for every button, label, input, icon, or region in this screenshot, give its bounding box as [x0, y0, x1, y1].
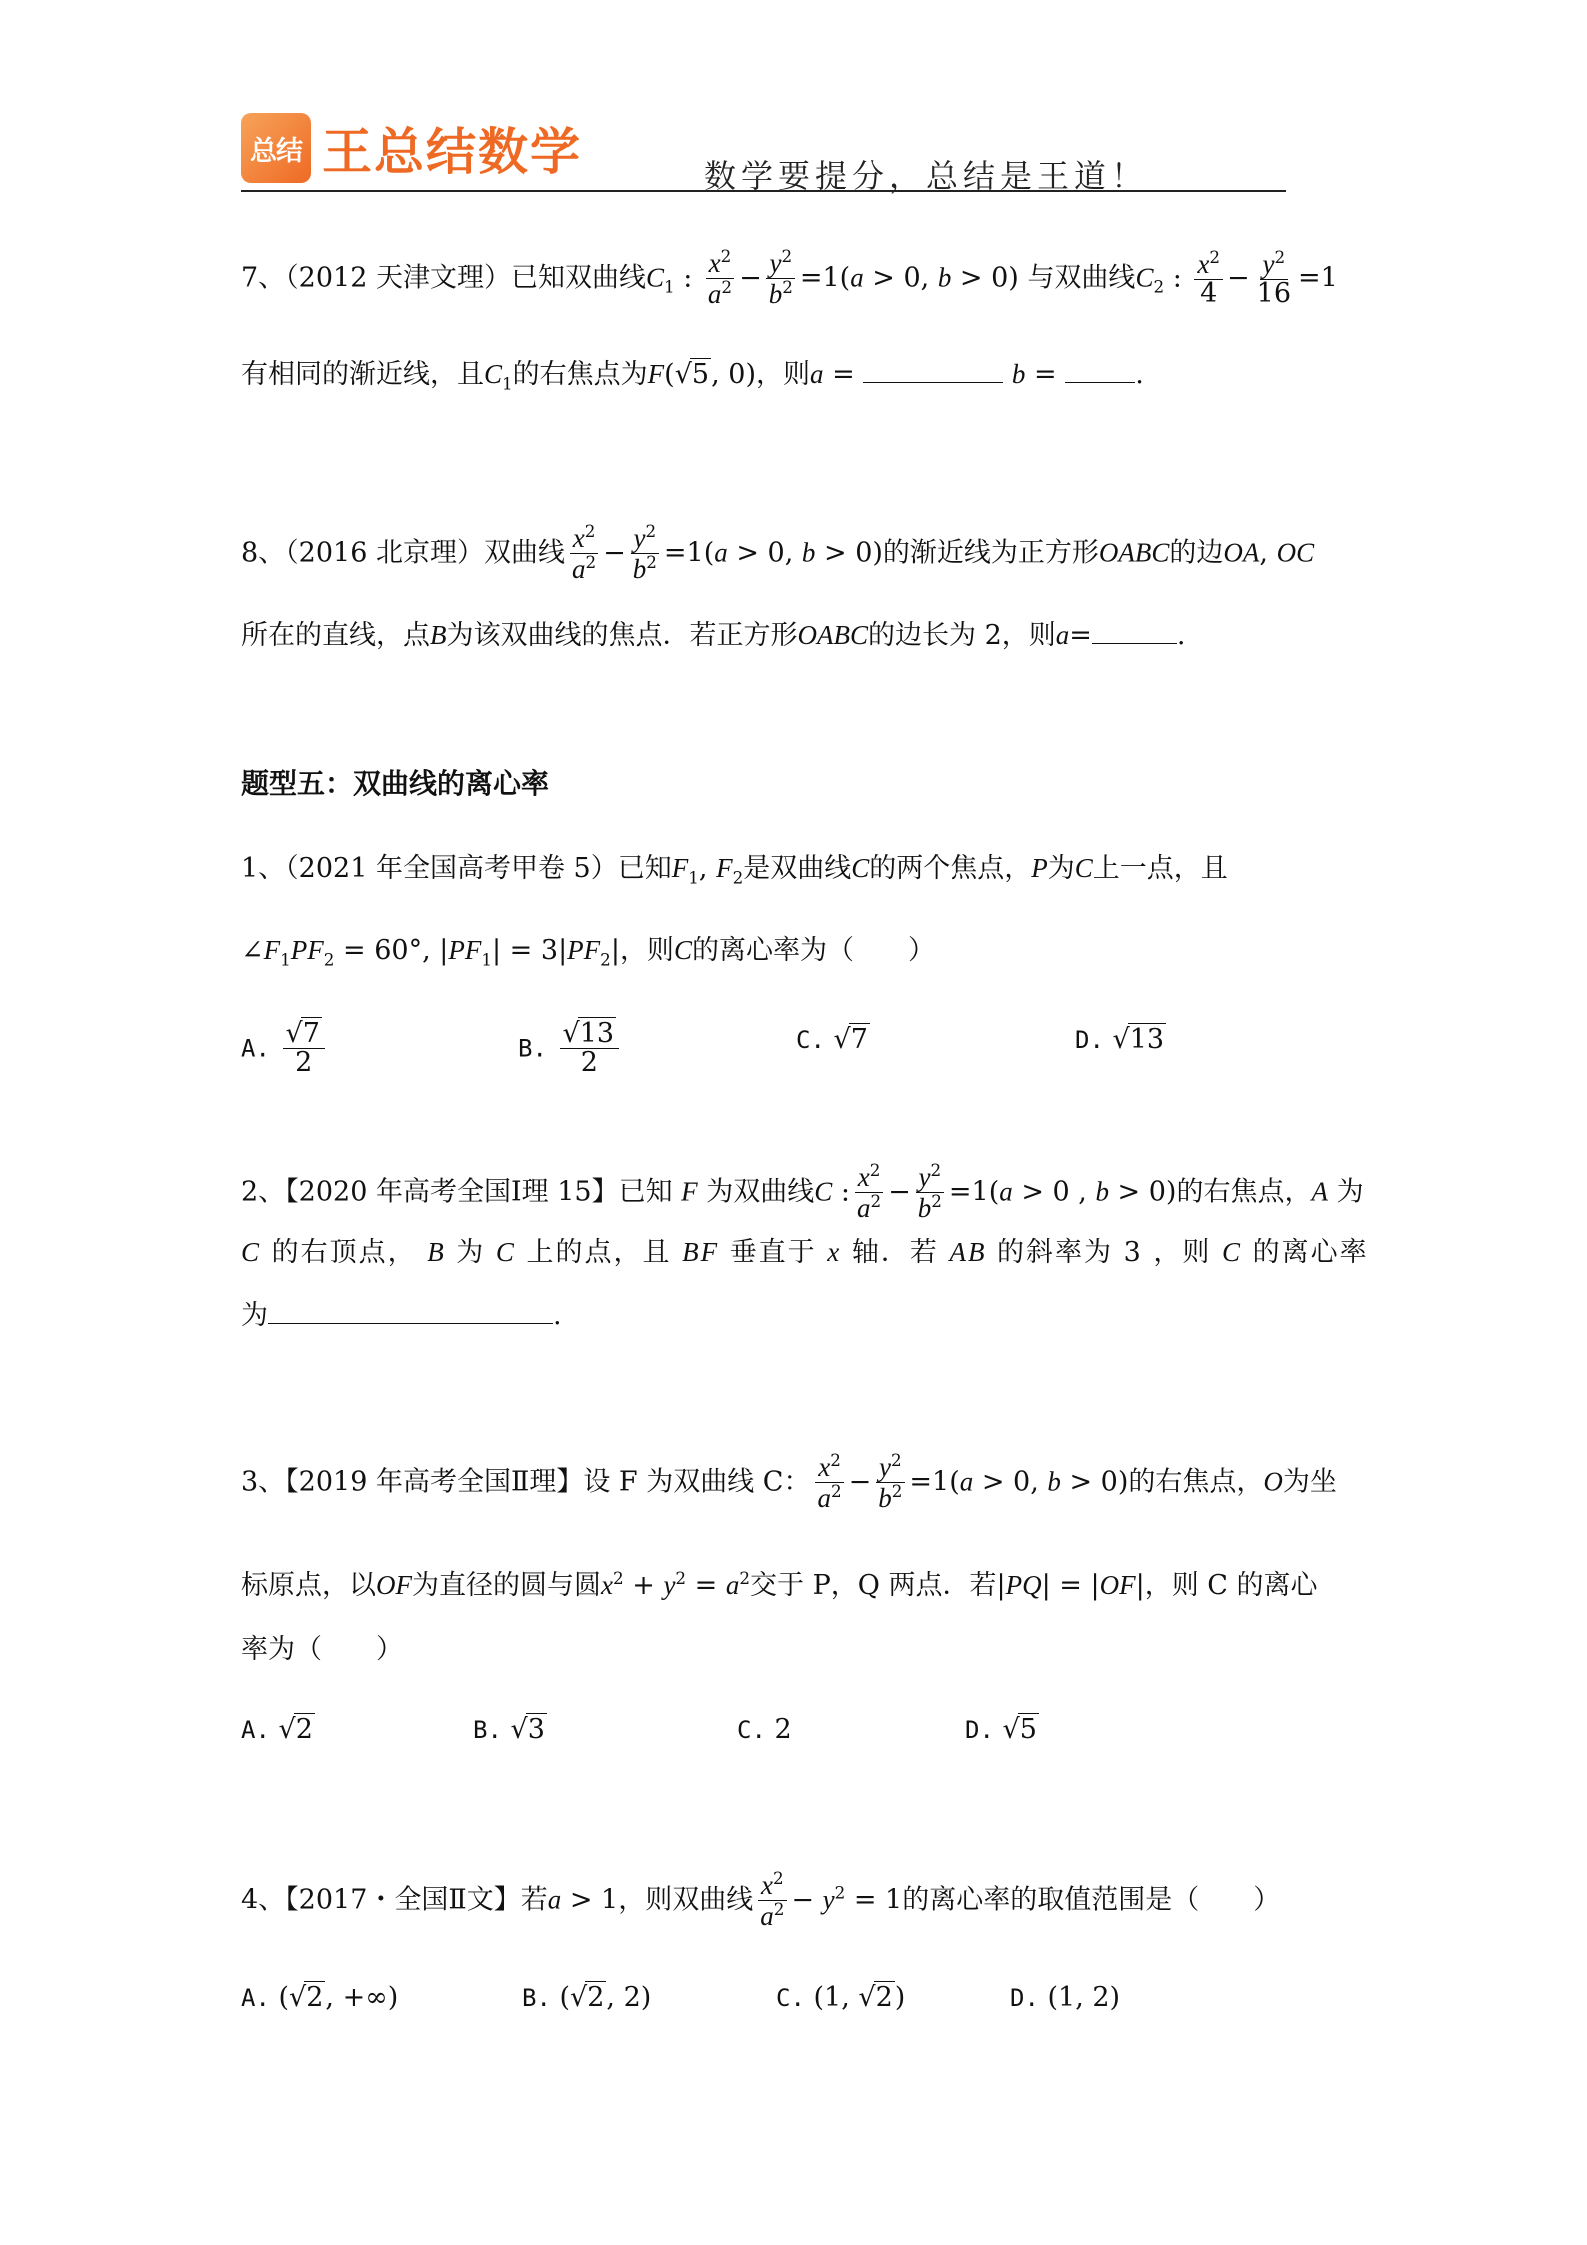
answer-blank[interactable]	[1092, 643, 1177, 644]
fraction: $\frac{x^2}{a^2}$	[705, 248, 735, 310]
option-d[interactable]: D. √5	[965, 1714, 1037, 1745]
option-a[interactable]: A. $\frac{√7}{2}$	[241, 1020, 329, 1078]
answer-blank[interactable]	[1065, 382, 1135, 383]
fraction: $\frac{y^2}{b^2}$	[630, 523, 660, 585]
option-b[interactable]: B. √3	[473, 1714, 545, 1745]
fraction: $\frac{√13}{2}$	[560, 1020, 620, 1078]
section-title: 题型五：双曲线的离心率	[241, 767, 550, 800]
fraction: $\frac{y^2}{b^2}$	[875, 1452, 905, 1514]
option-c[interactable]: C. 2	[737, 1714, 792, 1745]
q7-line1: 7、（2012 天津文理）已知双曲线$C_1$ : $\frac{x^2}{a^2}$ − $\frac{y^2}{b^2}$ =1(a > 0, b > 0) 与双曲线$C_2$ : $\frac{x^2}{4}$ − $\frac{y^2}{16}$ =1	[241, 246, 1338, 310]
p2-line2: C 的右顶点， B 为 C 上的点，且 BF 垂直于 x 轴．若 AB 的斜率为 3 ，则 C 的离心率	[241, 1237, 1369, 1268]
fraction: $\frac{x^2}{a^2}$	[814, 1452, 844, 1514]
fraction: $\frac{x^2}{a^2}$	[854, 1162, 884, 1224]
p3-line3: 率为（ ）	[241, 1634, 403, 1665]
p3-line2: 标原点，以OF为直径的圆与圆$x^2 + y^2 = a^2$交于 P，Q 两点．若|PQ| = |OF|，则 C 的离心	[241, 1568, 1318, 1601]
q8-line2: 所在的直线，点B为该双曲线的焦点．若正方形OABC的边长为 2，则a= .	[241, 620, 1186, 651]
fraction: $\frac{y^2}{b^2}$	[766, 248, 796, 310]
fraction: $\frac{x^2}{a^2}$	[569, 523, 599, 585]
answer-blank[interactable]	[863, 382, 1003, 383]
p4-line1: 4、【2017・全国Ⅱ文】若a > 1，则双曲线 $\frac{x^2}{a^2}$ − $y^2 = 1$的离心率的取值范围是（ ）	[241, 1868, 1281, 1932]
brand-name: 王总结数学	[322, 123, 582, 181]
p3-line1: 3、【2019 年高考全国Ⅱ理】设 F 为双曲线 C： $\frac{x^2}{a^2}$ − $\frac{y^2}{b^2}$ =1(a > 0, b > 0)的右焦点，O为坐	[241, 1450, 1337, 1514]
p1-line2: $\angle F_1PF_2 = 60^\circ$, $|PF_1| = 3|PF_2|$，则C的离心率为（ ）	[241, 935, 935, 970]
option-c[interactable]: C. √7	[796, 1024, 868, 1055]
header-divider	[241, 190, 1286, 192]
fraction: $\frac{y^2}{b^2}$	[915, 1162, 945, 1224]
p2-line3: 为 .	[241, 1300, 562, 1331]
p2-line1: 2、【2020 年高考全国Ⅰ理 15】已知 F 为双曲线C : $\frac{x^2}{a^2}$ − $\frac{y^2}{b^2}$ =1(a > 0 , b > 0)的右焦点，A 为	[241, 1160, 1364, 1224]
fraction: $\frac{x^2}{4}$	[1194, 249, 1223, 309]
fraction: $\frac{y^2}{16}$	[1256, 247, 1291, 310]
option-a[interactable]: A. (√2, +∞)	[241, 1982, 399, 2013]
answer-blank[interactable]	[268, 1323, 553, 1324]
q7-line2: 有相同的渐近线，且$C_1$的右焦点为F(√5, 0)，则a = b = .	[241, 359, 1144, 394]
option-b[interactable]: B. (√2, 2)	[522, 1982, 652, 2013]
q8-line1: 8、（2016 北京理）双曲线 $\frac{x^2}{a^2}$ − $\frac{y^2}{b^2}$ =1(a > 0, b > 0)的渐近线为正方形OABC的边OA, OC	[241, 521, 1315, 585]
fraction: $\frac{x^2}{a^2}$	[757, 1870, 787, 1932]
option-d[interactable]: D. √13	[1075, 1024, 1165, 1055]
option-d[interactable]: D. (1, 2)	[1010, 1982, 1121, 2013]
option-a[interactable]: A. √2	[241, 1714, 313, 1745]
option-c[interactable]: C. (1, √2)	[776, 1982, 906, 2013]
option-b[interactable]: B. $\frac{√13}{2}$	[518, 1020, 623, 1078]
logo: 总结	[241, 113, 311, 183]
slogan: 数学要提分，总结是王道！	[704, 157, 1149, 195]
fraction: $\frac{√7}{2}$	[283, 1020, 325, 1078]
p1-line1: 1、（2021 年全国高考甲卷 5）已知$F_1$, $F_2$是双曲线C的两个焦点，P为C上一点，且	[241, 853, 1228, 888]
